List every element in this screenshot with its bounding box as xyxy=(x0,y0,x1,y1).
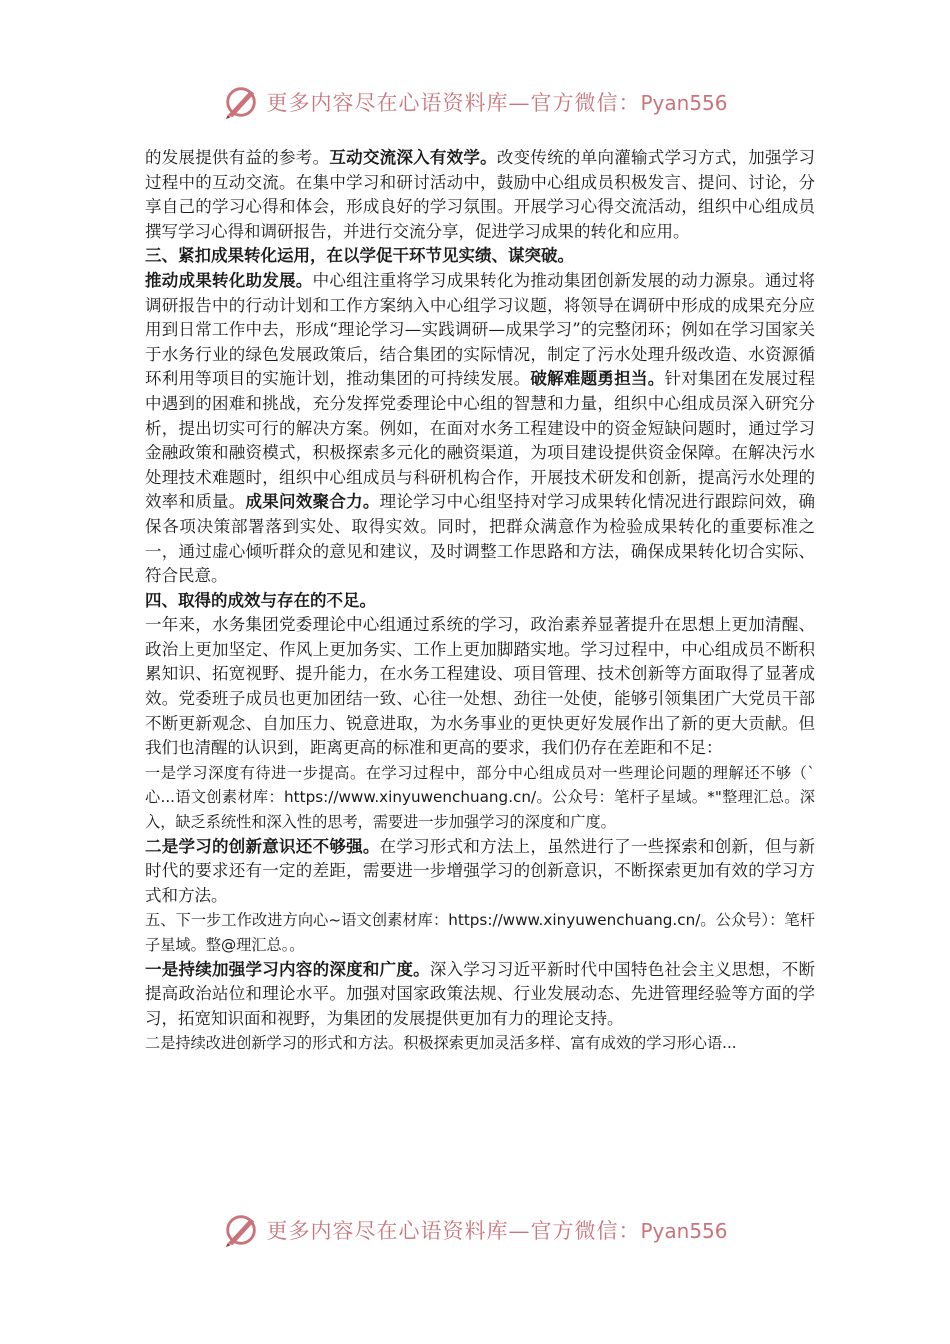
watermark-header xyxy=(0,80,950,124)
watermark-footer xyxy=(0,1208,950,1252)
body-text: 中心组注重将学习成果转化为推动集团创新发展的动力源泉。通过将调研报告中的行动计划和工作方案纳入中心组学习议题，将领导在调研中形成的成果充分应用到日常工作中去，形成“理论学习—实践调研—成果学习”的完整闭环；例如在学习国家关于水务行业的绿色发展政策后，结合集团的实际情况，制定了污水处理升级改造、水资源循环利用等项目的实施计划，推动集团的可持续发展。 xyxy=(145,270,816,389)
bold-lead-text: 推动成果转化助发展。 xyxy=(145,270,313,290)
body-text: 针对集团在发展过程中遇到的困难和挑战，充分发挥党委理论中心组的智慧和力量，组织中心组成员深入研究分析，提出切实可行的解决方案。例如，在面对水务工程建设中的资金短缺问题时，通过学习金融政策和融资模式，积极探索多元化的融资渠道，为项目建设提供资金保障。在解决污水处理技术难题时，组织中心组成员与科研机构合作，开展技术研发和创新，提高污水处理的效率和质量。 xyxy=(145,369,816,512)
pen-logo-icon xyxy=(222,1211,260,1249)
paragraph xyxy=(145,761,815,835)
paragraph xyxy=(145,908,815,957)
bold-lead-text: 破解难题勇担当。 xyxy=(530,369,665,389)
bold-lead-text: 一是持续加强学习内容的深度和广度。 xyxy=(145,959,430,979)
body-text: 五、下一步工作改进方向心~语文创素材库：https://www.xinyuwenchuang.cn/。公众号）：笔杆子星域。整@理汇总。。 xyxy=(145,911,815,954)
paragraph xyxy=(145,835,815,909)
body-text: 的发展提供有益的参考。 xyxy=(145,148,330,167)
body-text: 深入学习习近平新时代中国特色社会主义思想，不断提高政治站位和理论水平。加强对国家政策法规、行业发展动态、先进管理经验等方面的学习，拓宽知识面和视野，为集团的发展提供更加有力的理论支持。 xyxy=(145,959,816,1028)
body-text: 理论学习中心组坚持对学习成果转化情况进行跟踪问效，确保各项决策部署落到实处、取得实效。同时，把群众满意作为检验成果转化的重要标准之一，通过虚心倾听群众的意见和建议，及时调整工作思路和方法，确保成果转化切合实际、符合民意。 xyxy=(145,492,816,586)
bold-lead-text: 互动交流深入有效学。 xyxy=(329,148,497,167)
bold-lead-text: 四、取得的成效与存在的不足。 xyxy=(145,590,376,610)
section-heading xyxy=(145,589,815,614)
section-heading xyxy=(145,244,815,269)
paragraph xyxy=(145,613,815,761)
body-text: 在学习形式和方法上，虽然进行了一些探索和创新，但与新时代的要求还有一定的差距，需要进一步增强学习的创新意识，不断探索更加有效的学习方式和方法。 xyxy=(145,836,816,905)
paragraph xyxy=(145,958,815,1032)
bold-lead-text: 三、紧扣成果转化运用，在以学促干环节见实绩、谋突破。 xyxy=(145,246,574,266)
pen-logo-icon xyxy=(222,83,260,121)
document-body xyxy=(145,146,815,1056)
watermark-text: 更多内容尽在心语资料库—官方微信：Pyan556 xyxy=(266,1219,728,1243)
body-text: 一是学习深度有待进一步提高。在学习过程中，部分中心组成员对一些理论问题的理解还不够（`心...语文创素材库：https://www.xinyuwenchuang.cn/。公众号：笔杆子星域。*"整理汇总。深入，缺乏系统性和深入性的思考，需要进一步加强学习的深度和广度。 xyxy=(145,763,815,832)
body-text: 一年来，水务集团党委理论中心组通过系统的学习，政治素养显著提升在思想上更加清醒、政治上更加坚定、作风上更加务实、工作上更加脚踏实地。学习过程中，中心组成员不断积累知识、拓宽视野、提升能力，在水务工程建设、项目管理、技术创新等方面取得了显著成效。党委班子成员也更加团结一致、心往一处想、劲往一处使，能够引领集团广大党员干部不断更新观念、自加压力、锐意进取，为水务事业的更快更好发展作出了新的更大贡献。但我们也清醒的认识到，距离更高的标准和更高的要求，我们仍存在差距和不足： xyxy=(145,615,815,758)
paragraph xyxy=(145,269,815,589)
bold-lead-text: 成果问效聚合力。 xyxy=(245,492,380,512)
body-text: 改变传统的单向灌输式学习方式，加强学习过程中的互动交流。在集中学习和研讨活动中，鼓励中心组成员积极发言、提问、讨论，分享自己的学习心得和体会，形成良好的学习氛围。开展学习心得交流活动，组织中心组成员撰写学习心得和调研报告，并进行交流分享，促进学习成果的转化和应用。 xyxy=(145,148,816,241)
bold-lead-text: 二是学习的创新意识还不够强。 xyxy=(145,836,380,856)
watermark-text: 更多内容尽在心语资料库—官方微信：Pyan556 xyxy=(266,91,728,115)
paragraph xyxy=(145,1031,815,1056)
paragraph xyxy=(145,146,815,244)
body-text: 二是持续改进创新学习的形式和方法。积极探索更加灵活多样、富有成效的学习形心语... xyxy=(145,1034,737,1053)
